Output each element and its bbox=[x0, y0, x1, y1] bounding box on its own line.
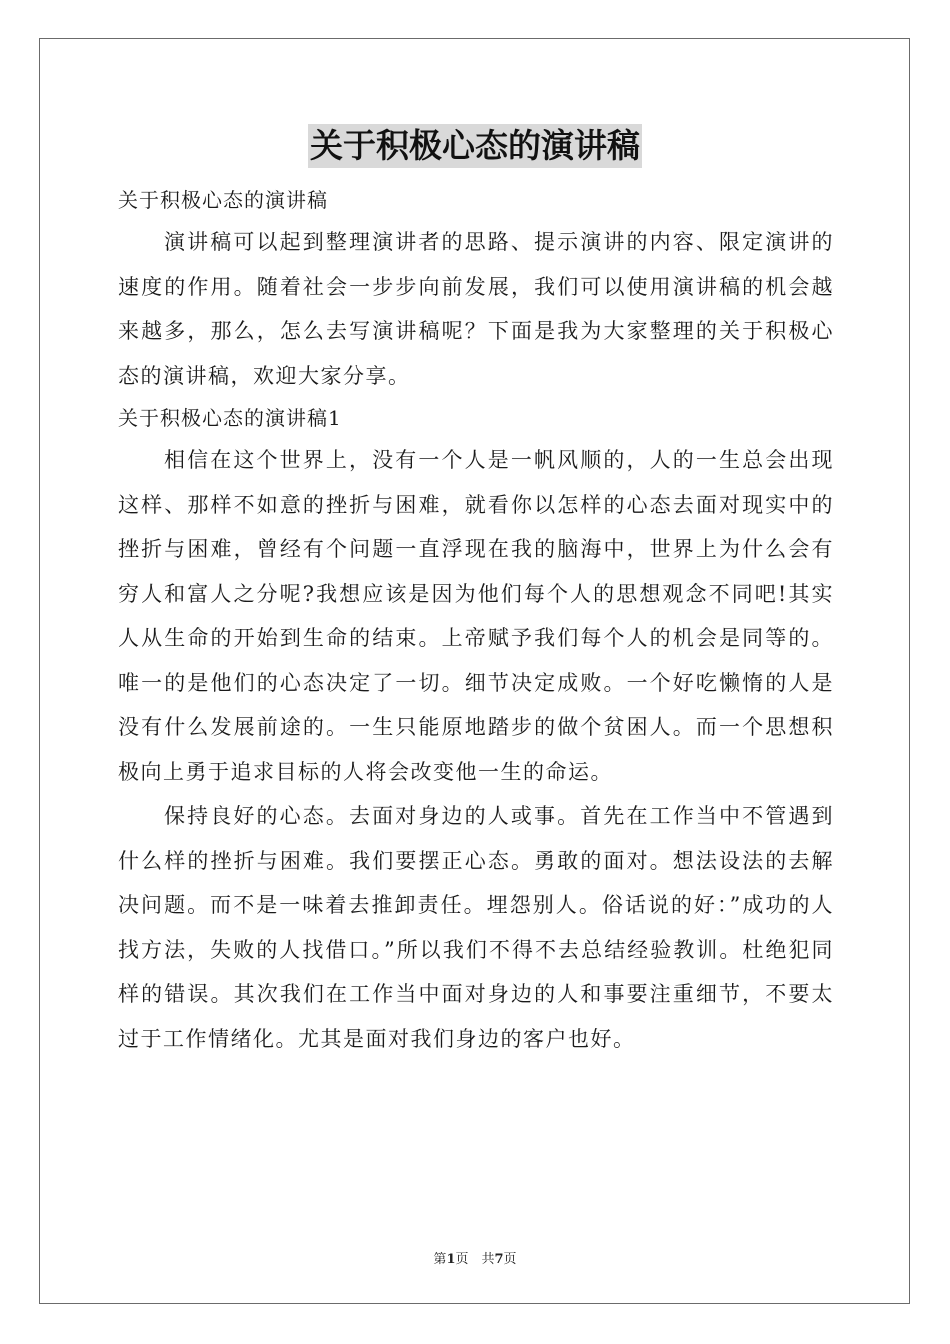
page-number-prefix: 第 bbox=[433, 1252, 447, 1267]
document-title: 关于积极心态的演讲稿 bbox=[308, 124, 642, 168]
document-body bbox=[118, 180, 834, 1061]
page-footer bbox=[0, 1248, 950, 1267]
page-number-total: 7 bbox=[494, 1252, 504, 1267]
body-paragraph-1: 相信在这个世界上，没有一个人是一帆风顺的，人的一生总会出现这样、那样不如意的挫折与困难，就看你以怎样的心态去面对现实中的挫折与困难，曾经有个问题一直浮现在我的脑海中，世界上为什么会有穷人和富人之分呢?我想应该是因为他们每个人的思想观念不同吧!其实人从生命的开始到生命的结束。上帝赋予我们每个人的机会是同等的。唯一的是他们的心态决定了一切。细节决定成败。一个好吃懒惰的人是没有什么发展前途的。一生只能原地踏步的做个贫困人。而一个思想积极向上勇于追求目标的人将会改变他一生的命运。 bbox=[118, 448, 834, 784]
body-paragraph-2: 保持良好的心态。去面对身边的人或事。首先在工作当中不管遇到什么样的挫折与困难。我们要摆正心态。勇敢的面对。想法设法的去解决问题。而不是一味着去推卸责任。埋怨别人。俗话说的好：”成功的人找方法，失败的人找借口。”所以我们不得不去总结经验教训。杜绝犯同样的错误。其次我们在工作当中面对身边的人和事要注重细节，不要太过于工作情绪化。尤其是面对我们身边的客户也好。 bbox=[118, 804, 834, 1051]
document-subtitle: 关于积极心态的演讲稿 bbox=[118, 188, 328, 212]
title-container bbox=[0, 124, 950, 168]
section-heading: 关于积极心态的演讲稿1 bbox=[118, 406, 342, 430]
page-number-suffix: 页 bbox=[503, 1252, 517, 1267]
intro-paragraph: 演讲稿可以起到整理演讲者的思路、提示演讲的内容、限定演讲的速度的作用。随着社会一步步向前发展，我们可以使用演讲稿的机会越来越多，那么，怎么去写演讲稿呢？下面是我为大家整理的关于积极心态的演讲稿，欢迎大家分享。 bbox=[118, 230, 834, 388]
page-number-mid: 页 共 bbox=[455, 1252, 495, 1267]
page-number-current: 1 bbox=[446, 1252, 456, 1267]
